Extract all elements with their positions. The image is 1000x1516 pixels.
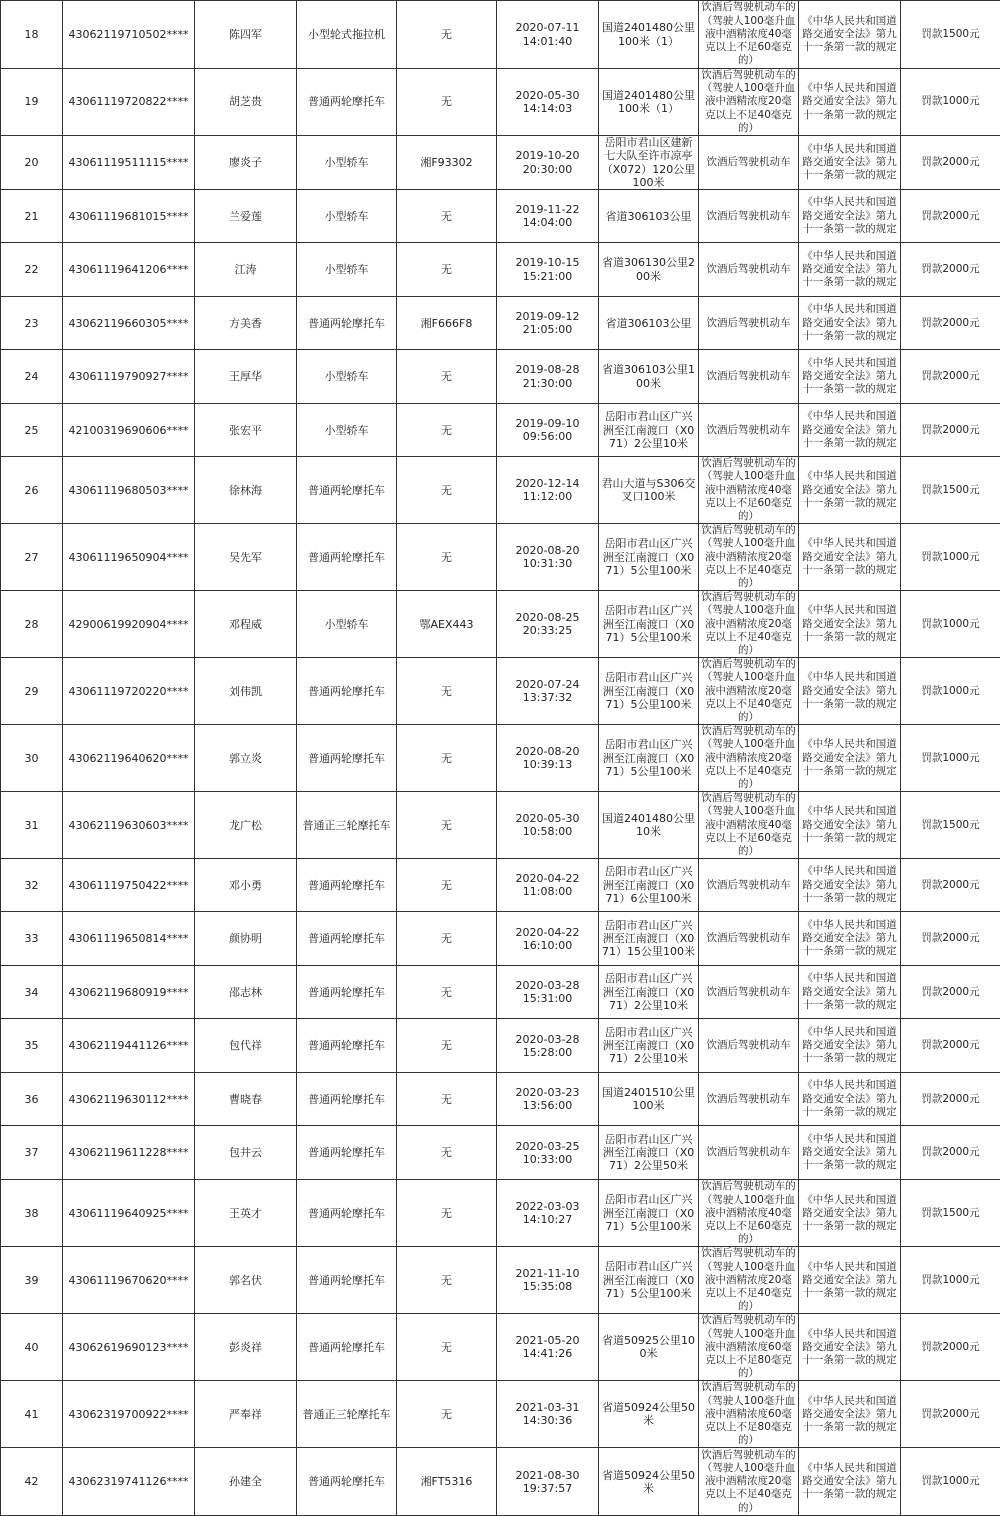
violation-place: 省道50924公里50米 <box>599 1448 699 1516</box>
violation-offense: 饮酒后驾驶机动车 <box>699 1073 799 1126</box>
row-number: 40 <box>1 1314 63 1381</box>
id-number: 42900619920904**** <box>63 591 195 658</box>
legal-basis: 《中华人民共和国道路交通安全法》第九十一条第一款的规定 <box>799 1180 901 1247</box>
violation-place: 岳阳市君山区广兴洲至江南渡口（X071）5公里100米 <box>599 591 699 658</box>
violation-offense: 饮酒后驾驶机动车 <box>699 243 799 297</box>
vehicle-type: 普通两轮摩托车 <box>297 912 397 966</box>
driver-name: 颜协明 <box>195 912 297 966</box>
violation-place: 岳阳市君山区广兴洲至江南渡口（X071）5公里100米 <box>599 524 699 591</box>
row-number: 42 <box>1 1448 63 1516</box>
table-row <box>1 69 1000 136</box>
legal-basis: 《中华人民共和国道路交通安全法》第九十一条第一款的规定 <box>799 1314 901 1381</box>
driver-name: 郭名伏 <box>195 1247 297 1314</box>
id-number: 43061119650904**** <box>63 524 195 591</box>
id-number: 43061119511115**** <box>63 136 195 190</box>
driver-name: 王厚华 <box>195 350 297 404</box>
violation-offense: 饮酒后驾驶机动车 <box>699 404 799 457</box>
penalty-amount: 罚款1000元 <box>901 725 1000 792</box>
row-number: 38 <box>1 1180 63 1247</box>
violation-time: 2019-10-20 20:30:00 <box>497 136 599 190</box>
id-number: 43062119640620**** <box>63 725 195 792</box>
violation-time: 2021-11-10 15:35:08 <box>497 1247 599 1314</box>
violation-place: 岳阳市君山区广兴洲至江南渡口（X071）15公里100米 <box>599 912 699 966</box>
vehicle-type: 普通两轮摩托车 <box>297 859 397 912</box>
plate-number: 无 <box>397 69 497 136</box>
violation-time: 2020-04-22 11:08:00 <box>497 859 599 912</box>
id-number: 43062119611228**** <box>63 1126 195 1180</box>
penalty-amount: 罚款1000元 <box>901 591 1000 658</box>
id-number: 43061119641206**** <box>63 243 195 297</box>
driver-name: 方美香 <box>195 297 297 350</box>
plate-number: 无 <box>397 966 497 1019</box>
row-number: 29 <box>1 658 63 725</box>
legal-basis: 《中华人民共和国道路交通安全法》第九十一条第一款的规定 <box>799 1126 901 1180</box>
row-number: 20 <box>1 136 63 190</box>
violation-offense: 饮酒后驾驶机动车 <box>699 1019 799 1073</box>
driver-name: 龙广松 <box>195 792 297 859</box>
driver-name: 邓程威 <box>195 591 297 658</box>
violation-time: 2020-05-30 10:58:00 <box>497 792 599 859</box>
plate-number: 无 <box>397 1019 497 1073</box>
legal-basis: 《中华人民共和国道路交通安全法》第九十一条第一款的规定 <box>799 457 901 524</box>
table-row <box>1 1381 1000 1448</box>
vehicle-type: 普通两轮摩托车 <box>297 1019 397 1073</box>
plate-number: 鄂AEX443 <box>397 591 497 658</box>
violation-offense: 饮酒后驾驶机动车 <box>699 190 799 243</box>
id-number: 43061119750422**** <box>63 859 195 912</box>
plate-number: 无 <box>397 912 497 966</box>
violation-time: 2019-09-10 09:56:00 <box>497 404 599 457</box>
driver-name: 胡芝贵 <box>195 69 297 136</box>
vehicle-type: 小型轿车 <box>297 404 397 457</box>
driver-name: 张宏平 <box>195 404 297 457</box>
driver-name: 刘伟凯 <box>195 658 297 725</box>
violation-offense: 饮酒后驾驶机动车的（驾驶人100毫升血液中酒精浓度60毫克以上不足80毫克的） <box>699 1314 799 1381</box>
driver-name: 彭炎祥 <box>195 1314 297 1381</box>
violation-offense: 饮酒后驾驶机动车 <box>699 136 799 190</box>
penalty-amount: 罚款1000元 <box>901 1247 1000 1314</box>
table-row <box>1 136 1000 190</box>
table-row <box>1 859 1000 912</box>
table-row <box>1 725 1000 792</box>
legal-basis: 《中华人民共和国道路交通安全法》第九十一条第一款的规定 <box>799 1 901 69</box>
id-number: 43062119441126**** <box>63 1019 195 1073</box>
violation-place: 岳阳市君山区广兴洲至江南渡口（X071）6公里100米 <box>599 859 699 912</box>
id-number: 43062319700922**** <box>63 1381 195 1448</box>
legal-basis: 《中华人民共和国道路交通安全法》第九十一条第一款的规定 <box>799 792 901 859</box>
table-row <box>1 457 1000 524</box>
violation-place: 省道306103公里 <box>599 297 699 350</box>
violation-place: 国道2401480公里10米 <box>599 792 699 859</box>
plate-number: 无 <box>397 1126 497 1180</box>
table-body <box>1 1 1000 1516</box>
violation-offense: 饮酒后驾驶机动车的（驾驶人100毫升血液中酒精浓度20毫克以上不足40毫克的） <box>699 658 799 725</box>
violation-offense: 饮酒后驾驶机动车的（驾驶人100毫升血液中酒精浓度20毫克以上不足40毫克的） <box>699 1448 799 1516</box>
table-row <box>1 1126 1000 1180</box>
violation-offense: 饮酒后驾驶机动车的（驾驶人100毫升血液中酒精浓度20毫克以上不足40毫克的） <box>699 725 799 792</box>
legal-basis: 《中华人民共和国道路交通安全法》第九十一条第一款的规定 <box>799 859 901 912</box>
table-row <box>1 1247 1000 1314</box>
legal-basis: 《中华人民共和国道路交通安全法》第九十一条第一款的规定 <box>799 1381 901 1448</box>
violation-offense: 饮酒后驾驶机动车的（驾驶人100毫升血液中酒精浓度60毫克以上不足80毫克的） <box>699 1381 799 1448</box>
driver-name: 王英才 <box>195 1180 297 1247</box>
table-row <box>1 243 1000 297</box>
vehicle-type: 普通两轮摩托车 <box>297 658 397 725</box>
legal-basis: 《中华人民共和国道路交通安全法》第九十一条第一款的规定 <box>799 404 901 457</box>
violation-time: 2020-12-14 11:12:00 <box>497 457 599 524</box>
vehicle-type: 普通两轮摩托车 <box>297 966 397 1019</box>
driver-name: 包井云 <box>195 1126 297 1180</box>
id-number: 43062319741126**** <box>63 1448 195 1516</box>
violation-offense: 饮酒后驾驶机动车 <box>699 1126 799 1180</box>
penalty-amount: 罚款2000元 <box>901 350 1000 404</box>
vehicle-type: 小型轮式拖拉机 <box>297 1 397 69</box>
row-number: 18 <box>1 1 63 69</box>
violation-place: 国道2401510公里100米 <box>599 1073 699 1126</box>
legal-basis: 《中华人民共和国道路交通安全法》第九十一条第一款的规定 <box>799 658 901 725</box>
violation-time: 2019-10-15 15:21:00 <box>497 243 599 297</box>
violation-place: 省道306130公里200米 <box>599 243 699 297</box>
plate-number: 无 <box>397 190 497 243</box>
penalty-amount: 罚款1000元 <box>901 658 1000 725</box>
penalty-amount: 罚款1000元 <box>901 524 1000 591</box>
violation-place: 省道306103公里100米 <box>599 350 699 404</box>
driver-name: 陈四军 <box>195 1 297 69</box>
legal-basis: 《中华人民共和国道路交通安全法》第九十一条第一款的规定 <box>799 136 901 190</box>
row-number: 32 <box>1 859 63 912</box>
vehicle-type: 小型轿车 <box>297 591 397 658</box>
penalty-amount: 罚款1500元 <box>901 1180 1000 1247</box>
violation-offense: 饮酒后驾驶机动车的（驾驶人100毫升血液中酒精浓度20毫克以上不足40毫克的） <box>699 591 799 658</box>
violation-offense: 饮酒后驾驶机动车 <box>699 859 799 912</box>
id-number: 43062119710502**** <box>63 1 195 69</box>
penalty-amount: 罚款2000元 <box>901 912 1000 966</box>
table-row <box>1 524 1000 591</box>
plate-number: 无 <box>397 1180 497 1247</box>
table-row <box>1 912 1000 966</box>
penalty-amount: 罚款2000元 <box>901 859 1000 912</box>
row-number: 31 <box>1 792 63 859</box>
violation-time: 2020-07-24 13:37:32 <box>497 658 599 725</box>
penalty-amount: 罚款2000元 <box>901 243 1000 297</box>
plate-number: 无 <box>397 457 497 524</box>
plate-number: 无 <box>397 658 497 725</box>
penalty-amount: 罚款1000元 <box>901 1448 1000 1516</box>
id-number: 43061119681015**** <box>63 190 195 243</box>
vehicle-type: 普通正三轮摩托车 <box>297 792 397 859</box>
legal-basis: 《中华人民共和国道路交通安全法》第九十一条第一款的规定 <box>799 725 901 792</box>
row-number: 22 <box>1 243 63 297</box>
legal-basis: 《中华人民共和国道路交通安全法》第九十一条第一款的规定 <box>799 297 901 350</box>
table-row <box>1 1314 1000 1381</box>
violation-offense: 饮酒后驾驶机动车的（驾驶人100毫升血液中酒精浓度20毫克以上不足40毫克的） <box>699 69 799 136</box>
table-row <box>1 1180 1000 1247</box>
plate-number: 无 <box>397 859 497 912</box>
row-number: 27 <box>1 524 63 591</box>
violation-offense: 饮酒后驾驶机动车的（驾驶人100毫升血液中酒精浓度20毫克以上不足40毫克的） <box>699 524 799 591</box>
violation-place: 国道2401480公里100米（1） <box>599 1 699 69</box>
plate-number: 湘F93302 <box>397 136 497 190</box>
legal-basis: 《中华人民共和国道路交通安全法》第九十一条第一款的规定 <box>799 966 901 1019</box>
penalty-amount: 罚款2000元 <box>901 1019 1000 1073</box>
legal-basis: 《中华人民共和国道路交通安全法》第九十一条第一款的规定 <box>799 1019 901 1073</box>
violation-time: 2020-08-20 10:39:13 <box>497 725 599 792</box>
vehicle-type: 小型轿车 <box>297 190 397 243</box>
penalty-amount: 罚款2000元 <box>901 190 1000 243</box>
row-number: 33 <box>1 912 63 966</box>
violation-place: 省道50925公里100米 <box>599 1314 699 1381</box>
id-number: 43061119640925**** <box>63 1180 195 1247</box>
violation-offense: 饮酒后驾驶机动车 <box>699 912 799 966</box>
id-number: 43061119650814**** <box>63 912 195 966</box>
driver-name: 郭立炎 <box>195 725 297 792</box>
violation-offense: 饮酒后驾驶机动车的（驾驶人100毫升血液中酒精浓度20毫克以上不足40毫克的） <box>699 1247 799 1314</box>
violation-time: 2021-05-20 14:41:26 <box>497 1314 599 1381</box>
violation-offense: 饮酒后驾驶机动车 <box>699 966 799 1019</box>
row-number: 41 <box>1 1381 63 1448</box>
violation-time: 2019-09-12 21:05:00 <box>497 297 599 350</box>
id-number: 43061119720822**** <box>63 69 195 136</box>
vehicle-type: 普通两轮摩托车 <box>297 1073 397 1126</box>
row-number: 39 <box>1 1247 63 1314</box>
table-row <box>1 1448 1000 1516</box>
vehicle-type: 普通两轮摩托车 <box>297 297 397 350</box>
vehicle-type: 普通两轮摩托车 <box>297 725 397 792</box>
driver-name: 邵志林 <box>195 966 297 1019</box>
penalty-amount: 罚款1500元 <box>901 457 1000 524</box>
vehicle-type: 小型轿车 <box>297 243 397 297</box>
violation-place: 省道50924公里50米 <box>599 1381 699 1448</box>
violation-time: 2020-04-22 16:10:00 <box>497 912 599 966</box>
table-row <box>1 658 1000 725</box>
violation-offense: 饮酒后驾驶机动车的（驾驶人100毫升血液中酒精浓度40毫克以上不足60毫克的） <box>699 1 799 69</box>
legal-basis: 《中华人民共和国道路交通安全法》第九十一条第一款的规定 <box>799 243 901 297</box>
vehicle-type: 普通两轮摩托车 <box>297 1247 397 1314</box>
row-number: 30 <box>1 725 63 792</box>
row-number: 19 <box>1 69 63 136</box>
id-number: 43061119670620**** <box>63 1247 195 1314</box>
driver-name: 曹晓春 <box>195 1073 297 1126</box>
driver-name: 包代祥 <box>195 1019 297 1073</box>
id-number: 43062119660305**** <box>63 297 195 350</box>
row-number: 36 <box>1 1073 63 1126</box>
violation-place: 岳阳市君山区广兴洲至江南渡口（X071）2公里10米 <box>599 404 699 457</box>
violation-time: 2020-03-23 13:56:00 <box>497 1073 599 1126</box>
id-number: 43062619690123**** <box>63 1314 195 1381</box>
penalty-amount: 罚款1000元 <box>901 69 1000 136</box>
driver-name: 邓小勇 <box>195 859 297 912</box>
plate-number: 无 <box>397 792 497 859</box>
plate-number: 无 <box>397 1247 497 1314</box>
violation-place: 岳阳市君山区建新七大队至许市凉亭（X072）120公里100米 <box>599 136 699 190</box>
violation-offense: 饮酒后驾驶机动车的（驾驶人100毫升血液中酒精浓度40毫克以上不足60毫克的） <box>699 457 799 524</box>
driver-name: 徐林海 <box>195 457 297 524</box>
legal-basis: 《中华人民共和国道路交通安全法》第九十一条第一款的规定 <box>799 1073 901 1126</box>
row-number: 25 <box>1 404 63 457</box>
violation-place: 岳阳市君山区广兴洲至江南渡口（X071）5公里100米 <box>599 725 699 792</box>
penalty-amount: 罚款1500元 <box>901 1 1000 69</box>
legal-basis: 《中华人民共和国道路交通安全法》第九十一条第一款的规定 <box>799 912 901 966</box>
violation-place: 岳阳市君山区广兴洲至江南渡口（X071）2公里50米 <box>599 1126 699 1180</box>
row-number: 28 <box>1 591 63 658</box>
id-number: 43062119680919**** <box>63 966 195 1019</box>
legal-basis: 《中华人民共和国道路交通安全法》第九十一条第一款的规定 <box>799 69 901 136</box>
table-row <box>1 591 1000 658</box>
row-number: 24 <box>1 350 63 404</box>
violation-place: 岳阳市君山区广兴洲至江南渡口（X071）2公里10米 <box>599 1019 699 1073</box>
violation-time: 2020-08-25 20:33:25 <box>497 591 599 658</box>
legal-basis: 《中华人民共和国道路交通安全法》第九十一条第一款的规定 <box>799 350 901 404</box>
driver-name: 吴先军 <box>195 524 297 591</box>
plate-number: 无 <box>397 524 497 591</box>
vehicle-type: 普通两轮摩托车 <box>297 1314 397 1381</box>
plate-number: 无 <box>397 1314 497 1381</box>
table-row <box>1 190 1000 243</box>
table-row <box>1 350 1000 404</box>
penalty-amount: 罚款1500元 <box>901 792 1000 859</box>
legal-basis: 《中华人民共和国道路交通安全法》第九十一条第一款的规定 <box>799 190 901 243</box>
table-row <box>1 1019 1000 1073</box>
penalty-amount: 罚款2000元 <box>901 966 1000 1019</box>
plate-number: 无 <box>397 725 497 792</box>
row-number: 26 <box>1 457 63 524</box>
id-number: 42100319690606**** <box>63 404 195 457</box>
violation-place: 岳阳市君山区广兴洲至江南渡口（X071）2公里10米 <box>599 966 699 1019</box>
id-number: 43061119720220**** <box>63 658 195 725</box>
vehicle-type: 普通正三轮摩托车 <box>297 1381 397 1448</box>
violation-place: 岳阳市君山区广兴洲至江南渡口（X071）5公里100米 <box>599 1180 699 1247</box>
penalty-amount: 罚款2000元 <box>901 404 1000 457</box>
penalty-amount: 罚款2000元 <box>901 297 1000 350</box>
table-row <box>1 1073 1000 1126</box>
row-number: 35 <box>1 1019 63 1073</box>
plate-number: 无 <box>397 350 497 404</box>
plate-number: 无 <box>397 404 497 457</box>
driver-name: 严奉祥 <box>195 1381 297 1448</box>
violation-place: 岳阳市君山区广兴洲至江南渡口（X071）5公里100米 <box>599 1247 699 1314</box>
violation-time: 2020-03-28 15:31:00 <box>497 966 599 1019</box>
violation-time: 2020-03-25 10:33:00 <box>497 1126 599 1180</box>
row-number: 21 <box>1 190 63 243</box>
vehicle-type: 普通两轮摩托车 <box>297 457 397 524</box>
plate-number: 湘F666F8 <box>397 297 497 350</box>
violation-time: 2020-07-11 14:01:40 <box>497 1 599 69</box>
id-number: 43062119630603**** <box>63 792 195 859</box>
vehicle-type: 普通两轮摩托车 <box>297 69 397 136</box>
violation-time: 2021-03-31 14:30:36 <box>497 1381 599 1448</box>
violation-place: 君山大道与S306交叉口100米 <box>599 457 699 524</box>
violation-time: 2020-03-28 15:28:00 <box>497 1019 599 1073</box>
id-number: 43061119680503**** <box>63 457 195 524</box>
penalty-amount: 罚款2000元 <box>901 136 1000 190</box>
violation-place: 国道2401480公里100米（1） <box>599 69 699 136</box>
table-row <box>1 1 1000 69</box>
driver-name: 孙建全 <box>195 1448 297 1516</box>
vehicle-type: 小型轿车 <box>297 350 397 404</box>
penalty-amount: 罚款2000元 <box>901 1381 1000 1448</box>
violation-place: 岳阳市君山区广兴洲至江南渡口（X071）5公里100米 <box>599 658 699 725</box>
violation-offense: 饮酒后驾驶机动车 <box>699 297 799 350</box>
legal-basis: 《中华人民共和国道路交通安全法》第九十一条第一款的规定 <box>799 1247 901 1314</box>
plate-number: 无 <box>397 1 497 69</box>
violation-place: 省道306103公里 <box>599 190 699 243</box>
penalty-amount: 罚款2000元 <box>901 1126 1000 1180</box>
driver-name: 江涛 <box>195 243 297 297</box>
id-number: 43061119790927**** <box>63 350 195 404</box>
violation-offense: 饮酒后驾驶机动车的（驾驶人100毫升血液中酒精浓度40毫克以上不足60毫克的） <box>699 792 799 859</box>
violation-time: 2020-08-20 10:31:30 <box>497 524 599 591</box>
plate-number: 无 <box>397 243 497 297</box>
vehicle-type: 普通两轮摩托车 <box>297 1448 397 1516</box>
plate-number: 湘FT5316 <box>397 1448 497 1516</box>
table-row <box>1 404 1000 457</box>
vehicle-type: 小型轿车 <box>297 136 397 190</box>
legal-basis: 《中华人民共和国道路交通安全法》第九十一条第一款的规定 <box>799 524 901 591</box>
driver-name: 兰爱莲 <box>195 190 297 243</box>
legal-basis: 《中华人民共和国道路交通安全法》第九十一条第一款的规定 <box>799 1448 901 1516</box>
table-row <box>1 297 1000 350</box>
vehicle-type: 普通两轮摩托车 <box>297 1126 397 1180</box>
violation-time: 2021-08-30 19:37:57 <box>497 1448 599 1516</box>
violation-time: 2019-11-22 14:04:00 <box>497 190 599 243</box>
table-row <box>1 966 1000 1019</box>
id-number: 43062119630112**** <box>63 1073 195 1126</box>
plate-number: 无 <box>397 1073 497 1126</box>
vehicle-type: 普通两轮摩托车 <box>297 1180 397 1247</box>
legal-basis: 《中华人民共和国道路交通安全法》第九十一条第一款的规定 <box>799 591 901 658</box>
row-number: 23 <box>1 297 63 350</box>
violation-time: 2019-08-28 21:30:00 <box>497 350 599 404</box>
vehicle-type: 普通两轮摩托车 <box>297 524 397 591</box>
plate-number: 无 <box>397 1381 497 1448</box>
row-number: 34 <box>1 966 63 1019</box>
violation-offense: 饮酒后驾驶机动车 <box>699 350 799 404</box>
violation-time: 2020-05-30 14:14:03 <box>497 69 599 136</box>
penalty-amount: 罚款2000元 <box>901 1314 1000 1381</box>
violation-offense: 饮酒后驾驶机动车的（驾驶人100毫升血液中酒精浓度40毫克以上不足60毫克的） <box>699 1180 799 1247</box>
driver-name: 廖炎子 <box>195 136 297 190</box>
row-number: 37 <box>1 1126 63 1180</box>
penalty-amount: 罚款2000元 <box>901 1073 1000 1126</box>
violation-time: 2022-03-03 14:10:27 <box>497 1180 599 1247</box>
table-row <box>1 792 1000 859</box>
